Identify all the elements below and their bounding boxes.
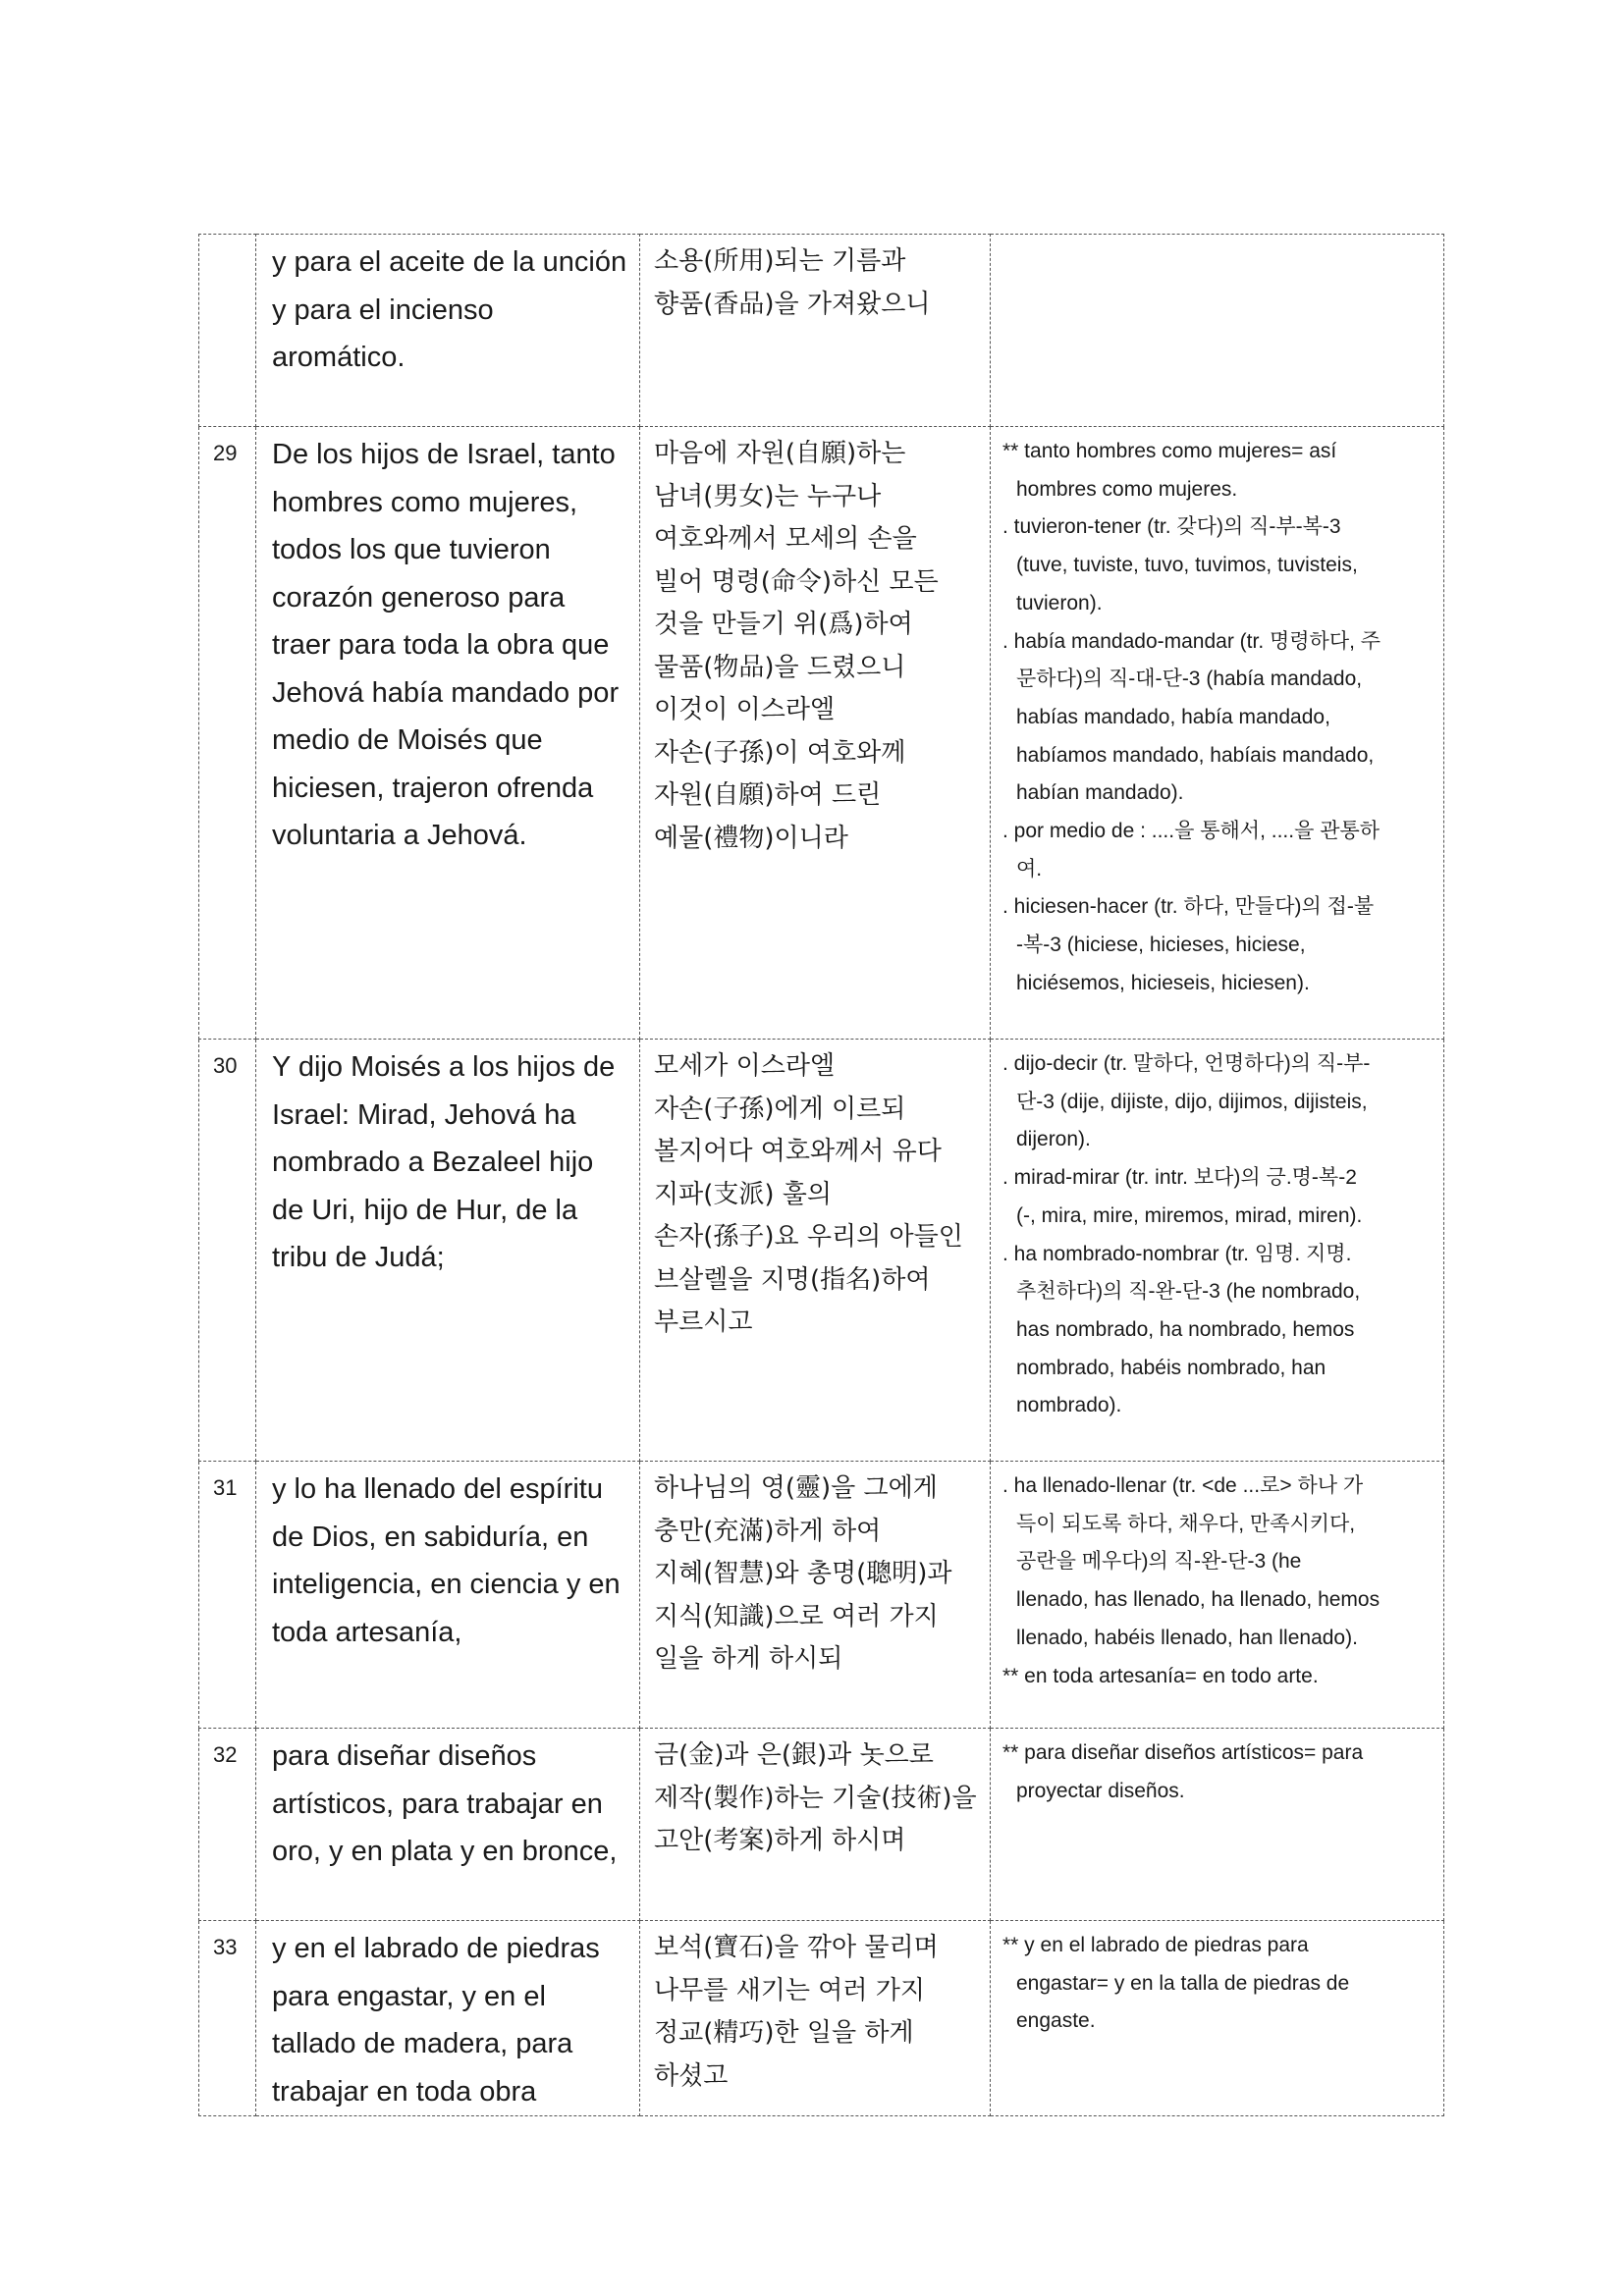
- note-line: 여.: [1016, 857, 1043, 881]
- note-line: . ha llenado-llenar (tr. <de ...로> 하나 가: [1002, 1474, 1364, 1497]
- verse-table: [198, 234, 1444, 2116]
- table-row: [199, 1462, 1444, 1729]
- spanish-text: y para el aceite de la unción y para el incienso aromático.: [256, 235, 640, 427]
- korean-text: [640, 1462, 991, 1729]
- grammar-notes: [991, 427, 1444, 1040]
- note-line: . hiciesen-hacer (tr. 하다, 만들다)의 접-불: [1002, 895, 1375, 919]
- korean-line: 자손(子孫)이 여호와께: [654, 737, 906, 768]
- korean-line: 정교(精巧)한 일을 하게: [654, 2018, 914, 2048]
- korean-line: 모세가 이스라엘: [654, 1051, 836, 1081]
- note-line: hiciésemos, hicieseis, hiciesen).: [1016, 971, 1310, 994]
- korean-line: 보석(寶石)을 깎아 물리며: [654, 1933, 939, 1962]
- verse-number: 29: [199, 427, 256, 1040]
- spanish-text: Y dijo Moisés a los hijos de Israel: Mirad, Jehová ha nombrado a Bezaleel hijo de Uri, hijo de Hur, de la tribu de Judá;: [256, 1040, 640, 1462]
- note-line: 추천하다)의 직-완-단-3 (he nombrado,: [1016, 1280, 1361, 1304]
- note-line: . tuvieron-tener (tr. 갖다)의 직-부-복-3: [1002, 515, 1341, 539]
- note-line: . había mandado-mandar (tr. 명령하다, 주: [1002, 629, 1381, 653]
- korean-line: 자원(自願)하여 드린: [654, 780, 882, 810]
- grammar-notes: [991, 235, 1444, 427]
- table-row: [199, 1921, 1444, 2116]
- korean-line: 제작(製作)하는 기술(技術)을: [654, 1783, 977, 1813]
- korean-line: 물품(物品)을 드렸으니: [654, 652, 906, 682]
- note-line: . por medio de : ....을 통해서, ....을 관통하: [1002, 820, 1380, 843]
- korean-line: 빌어 명령(命令)하신 모든: [654, 566, 939, 597]
- korean-line: 부르시고: [654, 1308, 753, 1337]
- note-line: engastar= y en la talla de piedras de: [1016, 1971, 1350, 1995]
- korean-line: 하셨고: [654, 2060, 729, 2091]
- note-line: dijeron).: [1016, 1128, 1091, 1151]
- korean-line: 남녀(男女)는 누구나: [654, 481, 882, 511]
- note-line: engaste.: [1016, 2009, 1096, 2033]
- note-line: 득이 되도록 하다, 채우다, 만족시키다,: [1016, 1512, 1356, 1535]
- note-line: hombres como mujeres.: [1016, 477, 1238, 501]
- korean-line: 일을 하게 하시되: [654, 1644, 843, 1674]
- grammar-notes: [991, 1921, 1444, 2116]
- korean-line: 여호와께서 모세의 손을: [654, 524, 917, 554]
- korean-text: [640, 427, 991, 1040]
- spanish-text: y lo ha llenado del espíritu de Dios, en sabiduría, en inteligencia, en ciencia y en toda artesanía,: [256, 1462, 640, 1729]
- korean-text: [640, 1921, 991, 2116]
- note-line: 문하다)의 직-대-단-3 (había mandado,: [1016, 667, 1363, 691]
- note-line: (tuve, tuviste, tuvo, tuvimos, tuvisteis,: [1016, 554, 1358, 577]
- korean-line: 브살렐을 지명(指名)하여: [654, 1264, 931, 1295]
- spanish-text: para diseñar diseños artísticos, para trabajar en oro, y en plata y en bronce,: [256, 1729, 640, 1921]
- verse-number: 31: [199, 1462, 256, 1729]
- note-line: has nombrado, ha nombrado, hemos: [1016, 1317, 1355, 1341]
- korean-text: [640, 1729, 991, 1921]
- korean-line: 충만(充滿)하게 하여: [654, 1516, 882, 1546]
- table-row: [199, 1729, 1444, 1921]
- note-line: ** y en el labrado de piedras para: [1002, 1934, 1309, 1956]
- table-row: [199, 235, 1444, 427]
- korean-line: 지식(知識)으로 여러 가지: [654, 1601, 939, 1631]
- verse-number: [199, 235, 256, 427]
- note-line: habían mandado).: [1016, 781, 1184, 805]
- note-line: proyectar diseños.: [1016, 1779, 1185, 1802]
- korean-line: 향품(香品)을 가져왔으니: [654, 289, 931, 319]
- korean-line: 하나님의 영(靈)을 그에게: [654, 1473, 938, 1503]
- verse-table-body: [199, 235, 1444, 2116]
- note-line: llenado, has llenado, ha llenado, hemos: [1016, 1588, 1380, 1612]
- korean-line: 자손(子孫)에게 이르되: [654, 1094, 906, 1124]
- verse-number: 32: [199, 1729, 256, 1921]
- spanish-text: y en el labrado de piedras para engastar, y en el tallado de madera, para trabajar en toda obra: [256, 1921, 640, 2116]
- grammar-notes: [991, 1040, 1444, 1462]
- note-line: habíamos mandado, habíais mandado,: [1016, 743, 1375, 767]
- note-line: ** en toda artesanía= en todo arte.: [1002, 1664, 1319, 1687]
- korean-line: 나무를 새기는 여러 가지: [654, 1975, 925, 2005]
- note-line: ** para diseñar diseños artísticos= para: [1002, 1741, 1364, 1764]
- korean-line: 것을 만들기 위(爲)하여: [654, 610, 913, 639]
- korean-line: 소용(所用)되는 기름과: [654, 246, 906, 276]
- korean-line: 마음에 자원(自願)하는: [654, 439, 906, 468]
- korean-line: 손자(孫子)요 우리의 아들인: [654, 1222, 963, 1252]
- korean-line: 볼지어다 여호와께서 유다: [654, 1137, 942, 1166]
- grammar-notes: [991, 1729, 1444, 1921]
- korean-line: 지혜(智慧)와 총명(聰明)과: [654, 1559, 952, 1588]
- note-line: . ha nombrado-nombrar (tr. 임명. 지명.: [1002, 1242, 1352, 1265]
- note-line: (-, mira, mire, miremos, mirad, miren).: [1016, 1203, 1363, 1227]
- note-line: nombrado, habéis nombrado, han: [1016, 1356, 1326, 1379]
- korean-line: 금(金)과 은(銀)과 놋으로: [654, 1740, 934, 1770]
- note-line: nombrado).: [1016, 1394, 1122, 1417]
- note-line: . dijo-decir (tr. 말하다, 언명하다)의 직-부-: [1002, 1052, 1371, 1075]
- verse-number: 30: [199, 1040, 256, 1462]
- note-line: ** tanto hombres como mujeres= así: [1002, 440, 1337, 462]
- note-line: . mirad-mirar (tr. intr. 보다)의 긍.명-복-2: [1002, 1166, 1357, 1190]
- note-line: llenado, habéis llenado, han llenado).: [1016, 1626, 1358, 1649]
- grammar-notes: [991, 1462, 1444, 1729]
- korean-line: 이것이 이스라엘: [654, 695, 836, 724]
- note-line: habías mandado, había mandado,: [1016, 705, 1330, 728]
- verse-number: 33: [199, 1921, 256, 2116]
- korean-line: 지파(支派) 훌의: [654, 1179, 833, 1209]
- note-line: tuvieron).: [1016, 591, 1103, 614]
- korean-line: 고안(考案)하게 하시며: [654, 1826, 906, 1855]
- note-line: -복-3 (hiciese, hicieses, hiciese,: [1016, 934, 1306, 957]
- note-line: 공란을 메우다)의 직-완-단-3 (he: [1016, 1550, 1302, 1574]
- korean-text: [640, 1040, 991, 1462]
- note-line: 단-3 (dije, dijiste, dijo, dijimos, dijisteis,: [1016, 1090, 1368, 1113]
- korean-text: [640, 235, 991, 427]
- table-row: [199, 1040, 1444, 1462]
- spanish-text: De los hijos de Israel, tanto hombres como mujeres, todos los que tuvieron corazón generoso para traer para toda la obra que Jehová había mandado por medio de Moisés que hiciesen, trajeron ofrenda voluntaria a Jehová.: [256, 427, 640, 1040]
- korean-line: 예물(禮物)이니라: [654, 823, 848, 853]
- table-row: [199, 427, 1444, 1040]
